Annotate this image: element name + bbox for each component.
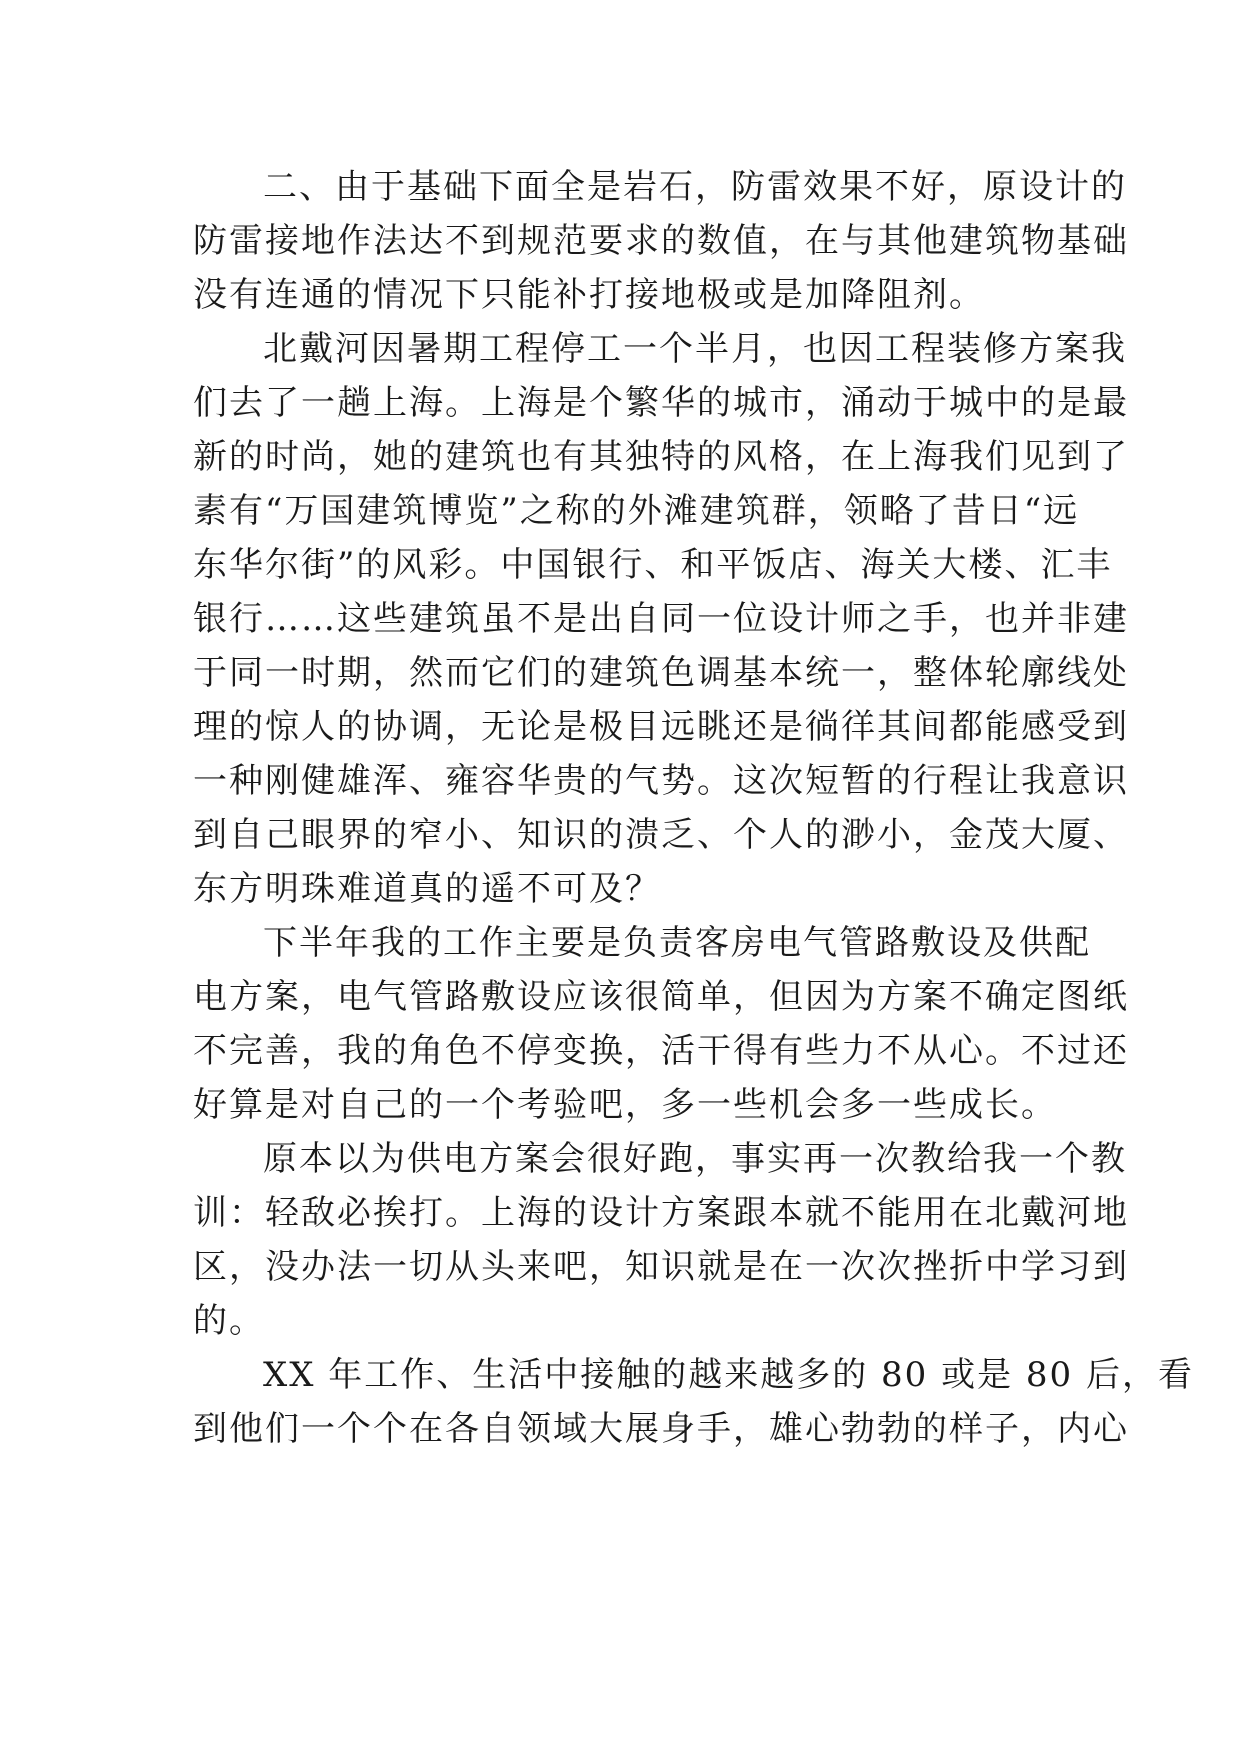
text-line: 下半年我的工作主要是负责客房电气管路敷设及供配 [263,923,1091,963]
text-line: 不完善，我的角色不停变换，活干得有些力不从心。不过还 [193,1031,1129,1071]
document-body [193,160,1194,1456]
text-line: 新的时尚，她的建筑也有其独特的风格，在上海我们见到了 [193,437,1129,477]
text-line: 到他们一个个在各自领域大展身手，雄心勃勃的样子，内心 [193,1409,1129,1449]
paragraph-3 [193,916,1129,1132]
text-line: 防雷接地作法达不到规范要求的数值，在与其他建筑物基础 [193,221,1129,261]
text-line: 原本以为供电方案会很好跑，事实再一次教给我一个教 [263,1139,1127,1179]
paragraph-2 [193,322,1129,916]
text-line: 的。 [193,1301,265,1341]
text-line: 于同一时期，然而它们的建筑色调基本统一，整体轮廓线处 [193,653,1129,693]
text-line: 好算是对自己的一个考验吧，多一些机会多一些成长。 [193,1085,1057,1125]
text-line: 没有连通的情况下只能补打接地极或是加降阻剂。 [193,275,985,315]
text-line: XX 年工作、生活中接触的越来越多的 80 或是 80 后，看 [263,1355,1194,1395]
text-line: 到自己眼界的窄小、知识的溃乏、个人的渺小，金茂大厦、 [193,815,1129,855]
text-line: 一种刚健雄浑、雍容华贵的气势。这次短暂的行程让我意识 [193,761,1129,801]
text-line: 银行……这些建筑虽不是出自同一位设计师之手，也并非建 [193,599,1129,639]
text-line: 理的惊人的协调，无论是极目远眺还是徜徉其间都能感受到 [193,707,1129,747]
text-line: 东方明珠难道真的遥不可及？ [193,869,661,909]
paragraph-5 [193,1348,1194,1456]
text-line: 电方案，电气管路敷设应该很简单，但因为方案不确定图纸 [193,977,1129,1017]
text-line: 东华尔街”的风彩。中国银行、和平饭店、海关大楼、汇丰 [193,545,1113,585]
text-line: 素有“万国建筑博览”之称的外滩建筑群，领略了昔日“远 [193,491,1080,531]
text-line: 训：轻敌必挨打。上海的设计方案跟本就不能用在北戴河地 [193,1193,1129,1233]
text-line: 们去了一趟上海。上海是个繁华的城市，涌动于城中的是最 [193,383,1129,423]
text-line: 区，没办法一切从头来吧，知识就是在一次次挫折中学习到 [193,1247,1129,1287]
text-line: 二、由于基础下面全是岩石，防雷效果不好，原设计的 [263,167,1127,207]
paragraph-4 [193,1132,1129,1348]
text-line: 北戴河因暑期工程停工一个半月，也因工程装修方案我 [263,329,1127,369]
paragraph-1 [193,160,1129,322]
